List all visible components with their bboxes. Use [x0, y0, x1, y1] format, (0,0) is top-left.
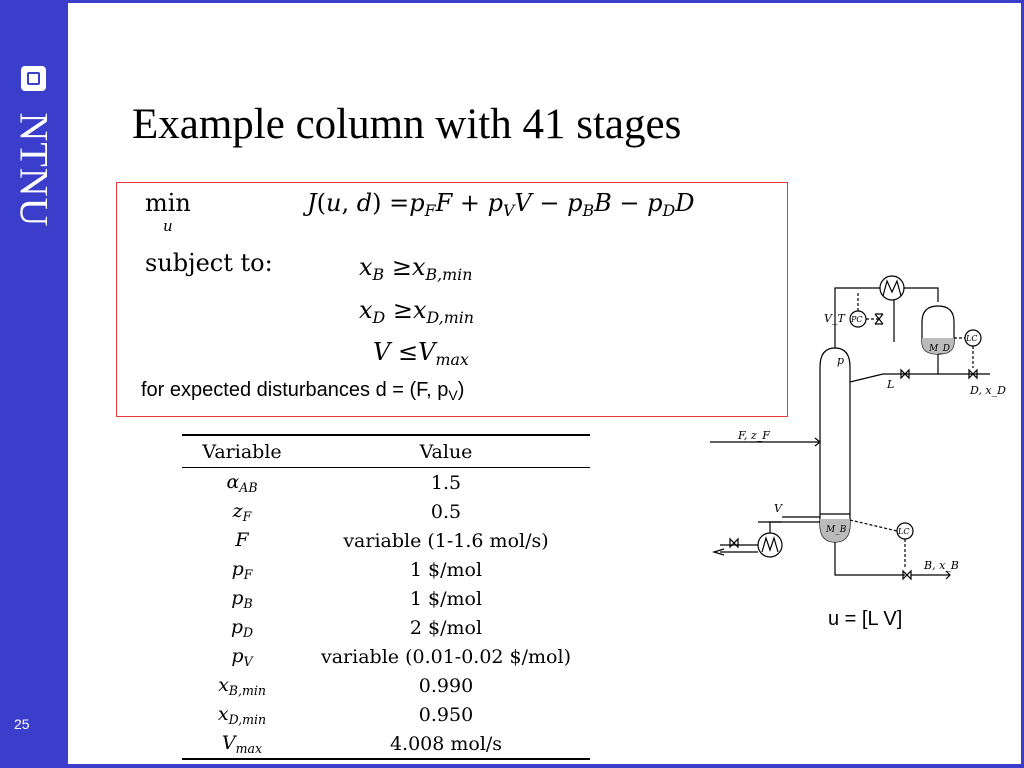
disturbance-sub: V — [448, 387, 458, 404]
variable-symbol: p — [231, 557, 244, 580]
table-row — [182, 468, 590, 498]
variable-cell — [182, 468, 302, 498]
u-label: u = [L V] — [828, 608, 903, 630]
min-label — [145, 189, 191, 217]
variable-symbol: p — [230, 615, 244, 638]
diagram-label-lc-top: LC — [966, 334, 978, 343]
variable-subscript: F — [242, 508, 252, 524]
variable-cell — [182, 671, 302, 700]
value-cell: 1 $/mol — [409, 587, 483, 610]
diagram-label-md: M_D — [929, 344, 950, 354]
variable-symbol: x — [217, 702, 229, 725]
variable-subscript: B — [243, 595, 253, 611]
disturbance-note — [141, 379, 464, 403]
variable-symbol: z — [232, 499, 243, 522]
diagram-label-pc: PC — [851, 315, 863, 324]
variable-subscript: max — [235, 740, 263, 756]
sidebar — [0, 0, 68, 768]
bottom-rule — [68, 764, 1024, 768]
variable-subscript: V — [243, 653, 253, 669]
diagram-label-v: V — [774, 502, 782, 515]
variable-symbol: F — [235, 528, 249, 551]
variable-subscript: AB — [239, 479, 258, 495]
diagram-label-l: L — [887, 378, 895, 391]
value-cell: 0.990 — [418, 674, 474, 697]
table-row — [182, 671, 590, 700]
constraint-xd: $x_D \ge x_{D,min}$ — [359, 296, 474, 327]
variable-symbol: α — [226, 470, 240, 493]
table-row — [182, 613, 590, 642]
diagram-label-f: F, z_F — [738, 429, 770, 442]
variable-subscript: D — [243, 624, 254, 640]
diagram-label-lc-bottom: LC — [898, 527, 910, 536]
constraint-xb: $x_B \ge x_{B,min}$ — [359, 253, 473, 284]
ntnu-logo-icon — [21, 66, 46, 91]
subject-to-label: subject to: — [145, 249, 273, 277]
constraint-v: $V \le V_{max}$ — [373, 338, 469, 369]
optimization-problem-box — [116, 182, 788, 417]
ntnu-logo-text: NTNU — [11, 112, 57, 228]
disturbance-text: for expected disturbances d = (F, p — [141, 379, 449, 401]
variable-symbol: x — [218, 673, 229, 696]
variable-cell — [182, 613, 302, 642]
variable-cell — [182, 526, 302, 555]
value-cell: 0.950 — [418, 703, 474, 726]
page-number: 25 — [14, 716, 30, 732]
variable-subscript: F — [243, 566, 253, 582]
variable-symbol: p — [231, 644, 244, 667]
top-rule — [68, 0, 1024, 3]
table-row — [182, 700, 590, 729]
min-operator: min — [145, 189, 191, 217]
diagram-label-mb: M_B — [826, 525, 847, 535]
variable-cell — [182, 497, 302, 526]
variable-cell — [182, 729, 302, 759]
variable-symbol: V — [221, 731, 236, 754]
objective-function: J(u, $d) =p_FF + p_VV - p_BB - p_DD$ — [307, 189, 695, 220]
table-row — [182, 584, 590, 613]
variable-subscript: B,min — [228, 682, 266, 698]
variable-subscript: D,min — [228, 711, 267, 727]
variable-cell — [182, 584, 302, 613]
diagram-label-vt: V_T — [824, 312, 845, 325]
distillation-column-diagram — [700, 262, 1022, 596]
value-cell: 4.008 mol/s — [302, 729, 590, 759]
parameter-table — [182, 434, 590, 760]
diagram-label-b: B, x_B — [924, 559, 959, 572]
diagram-label-p: p — [837, 354, 845, 367]
variable-cell — [182, 642, 302, 671]
table-row — [182, 642, 590, 671]
header-variable: Variable — [182, 435, 302, 468]
table-row — [182, 555, 590, 584]
table-row — [182, 729, 590, 759]
variable-cell — [182, 555, 302, 584]
value-cell: 1.5 — [430, 471, 462, 494]
table-row — [182, 497, 590, 526]
header-value: Value — [302, 435, 590, 468]
slide-title: Example column with 41 stages — [132, 101, 682, 148]
value-cell: variable (0.01-0.02 $/mol) — [321, 645, 571, 668]
diagram-label-d: D, x_D — [970, 384, 1006, 397]
variable-cell — [182, 700, 302, 729]
table-row — [182, 526, 590, 555]
min-variable: u — [163, 217, 173, 235]
value-cell: 0.5 — [430, 500, 462, 523]
value-cell: 1 $/mol — [409, 558, 483, 581]
disturbance-close: ) — [457, 379, 465, 401]
variable-symbol: p — [231, 586, 244, 609]
value-cell: 2 $/mol — [409, 616, 483, 639]
value-cell: variable (1-1.6 mol/s) — [343, 529, 549, 552]
table-header-row — [182, 435, 590, 468]
